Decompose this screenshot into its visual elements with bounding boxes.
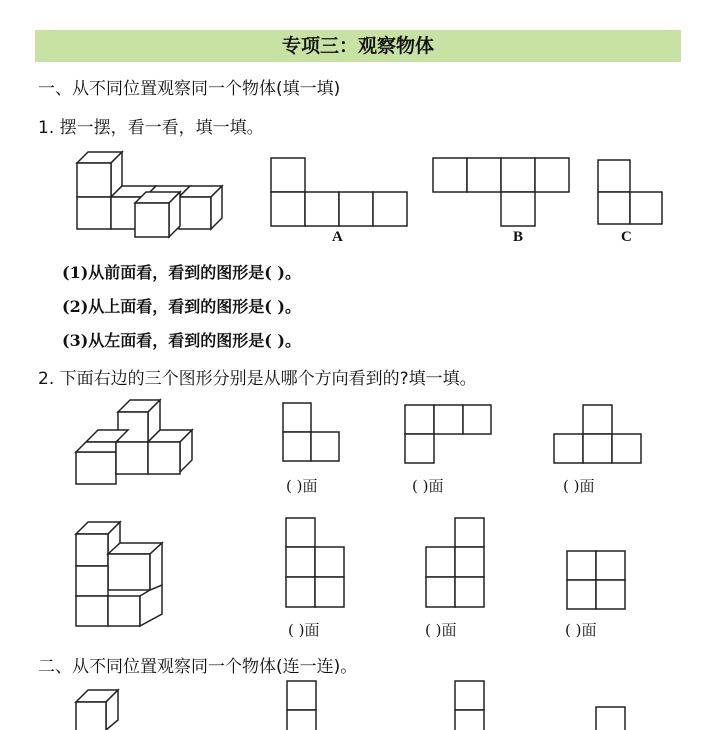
q2-view-1a xyxy=(283,403,339,461)
q2-solid-1 xyxy=(76,400,192,484)
section2-view-3 xyxy=(596,707,625,730)
q2-blank-2a[interactable]: ( )面 xyxy=(288,621,320,639)
q2-solid-2 xyxy=(76,522,162,626)
cube-stack xyxy=(77,152,222,237)
q2-view-2a xyxy=(286,518,344,607)
q2-view-1c xyxy=(554,405,641,463)
q1-item-2: (2)从上面看，看到的图形是( )。 xyxy=(62,297,301,316)
option-b-label: B xyxy=(513,229,524,245)
q1-item-3: (3)从左面看，看到的图形是( )。 xyxy=(62,331,301,350)
q2-blank-1c[interactable]: ( )面 xyxy=(563,477,595,495)
option-b-figure xyxy=(433,158,569,226)
q2-prompt: 2. 下面右边的三个图形分别是从哪个方向看到的?填一填。 xyxy=(38,369,477,389)
q1-prompt: 1. 摆一摆，看一看，填一填。 xyxy=(38,118,264,138)
section1-heading: 一、从不同位置观察同一个物体(填一填) xyxy=(38,79,341,99)
section2-view-1 xyxy=(287,681,316,730)
q2-view-1b xyxy=(405,405,491,463)
section2-view-2 xyxy=(455,681,484,730)
q1-item-1: (1)从前面看，看到的图形是( )。 xyxy=(62,263,301,282)
section2-heading: 二、从不同位置观察同一个物体(连一连)。 xyxy=(38,657,358,677)
section2-solid xyxy=(76,690,118,730)
q2-blank-1b[interactable]: ( )面 xyxy=(412,477,444,495)
page-title: 专项三：观察物体 xyxy=(281,35,434,57)
option-c-label: C xyxy=(621,229,632,245)
q2-view-2b xyxy=(426,518,484,607)
q2-blank-2c[interactable]: ( )面 xyxy=(565,621,597,639)
q2-view-2c xyxy=(567,551,625,609)
option-a-figure xyxy=(271,158,407,226)
option-c-figure xyxy=(598,160,662,224)
q2-blank-2b[interactable]: ( )面 xyxy=(425,621,457,639)
option-a-label: A xyxy=(332,229,343,245)
q2-blank-1a[interactable]: ( )面 xyxy=(286,477,318,495)
